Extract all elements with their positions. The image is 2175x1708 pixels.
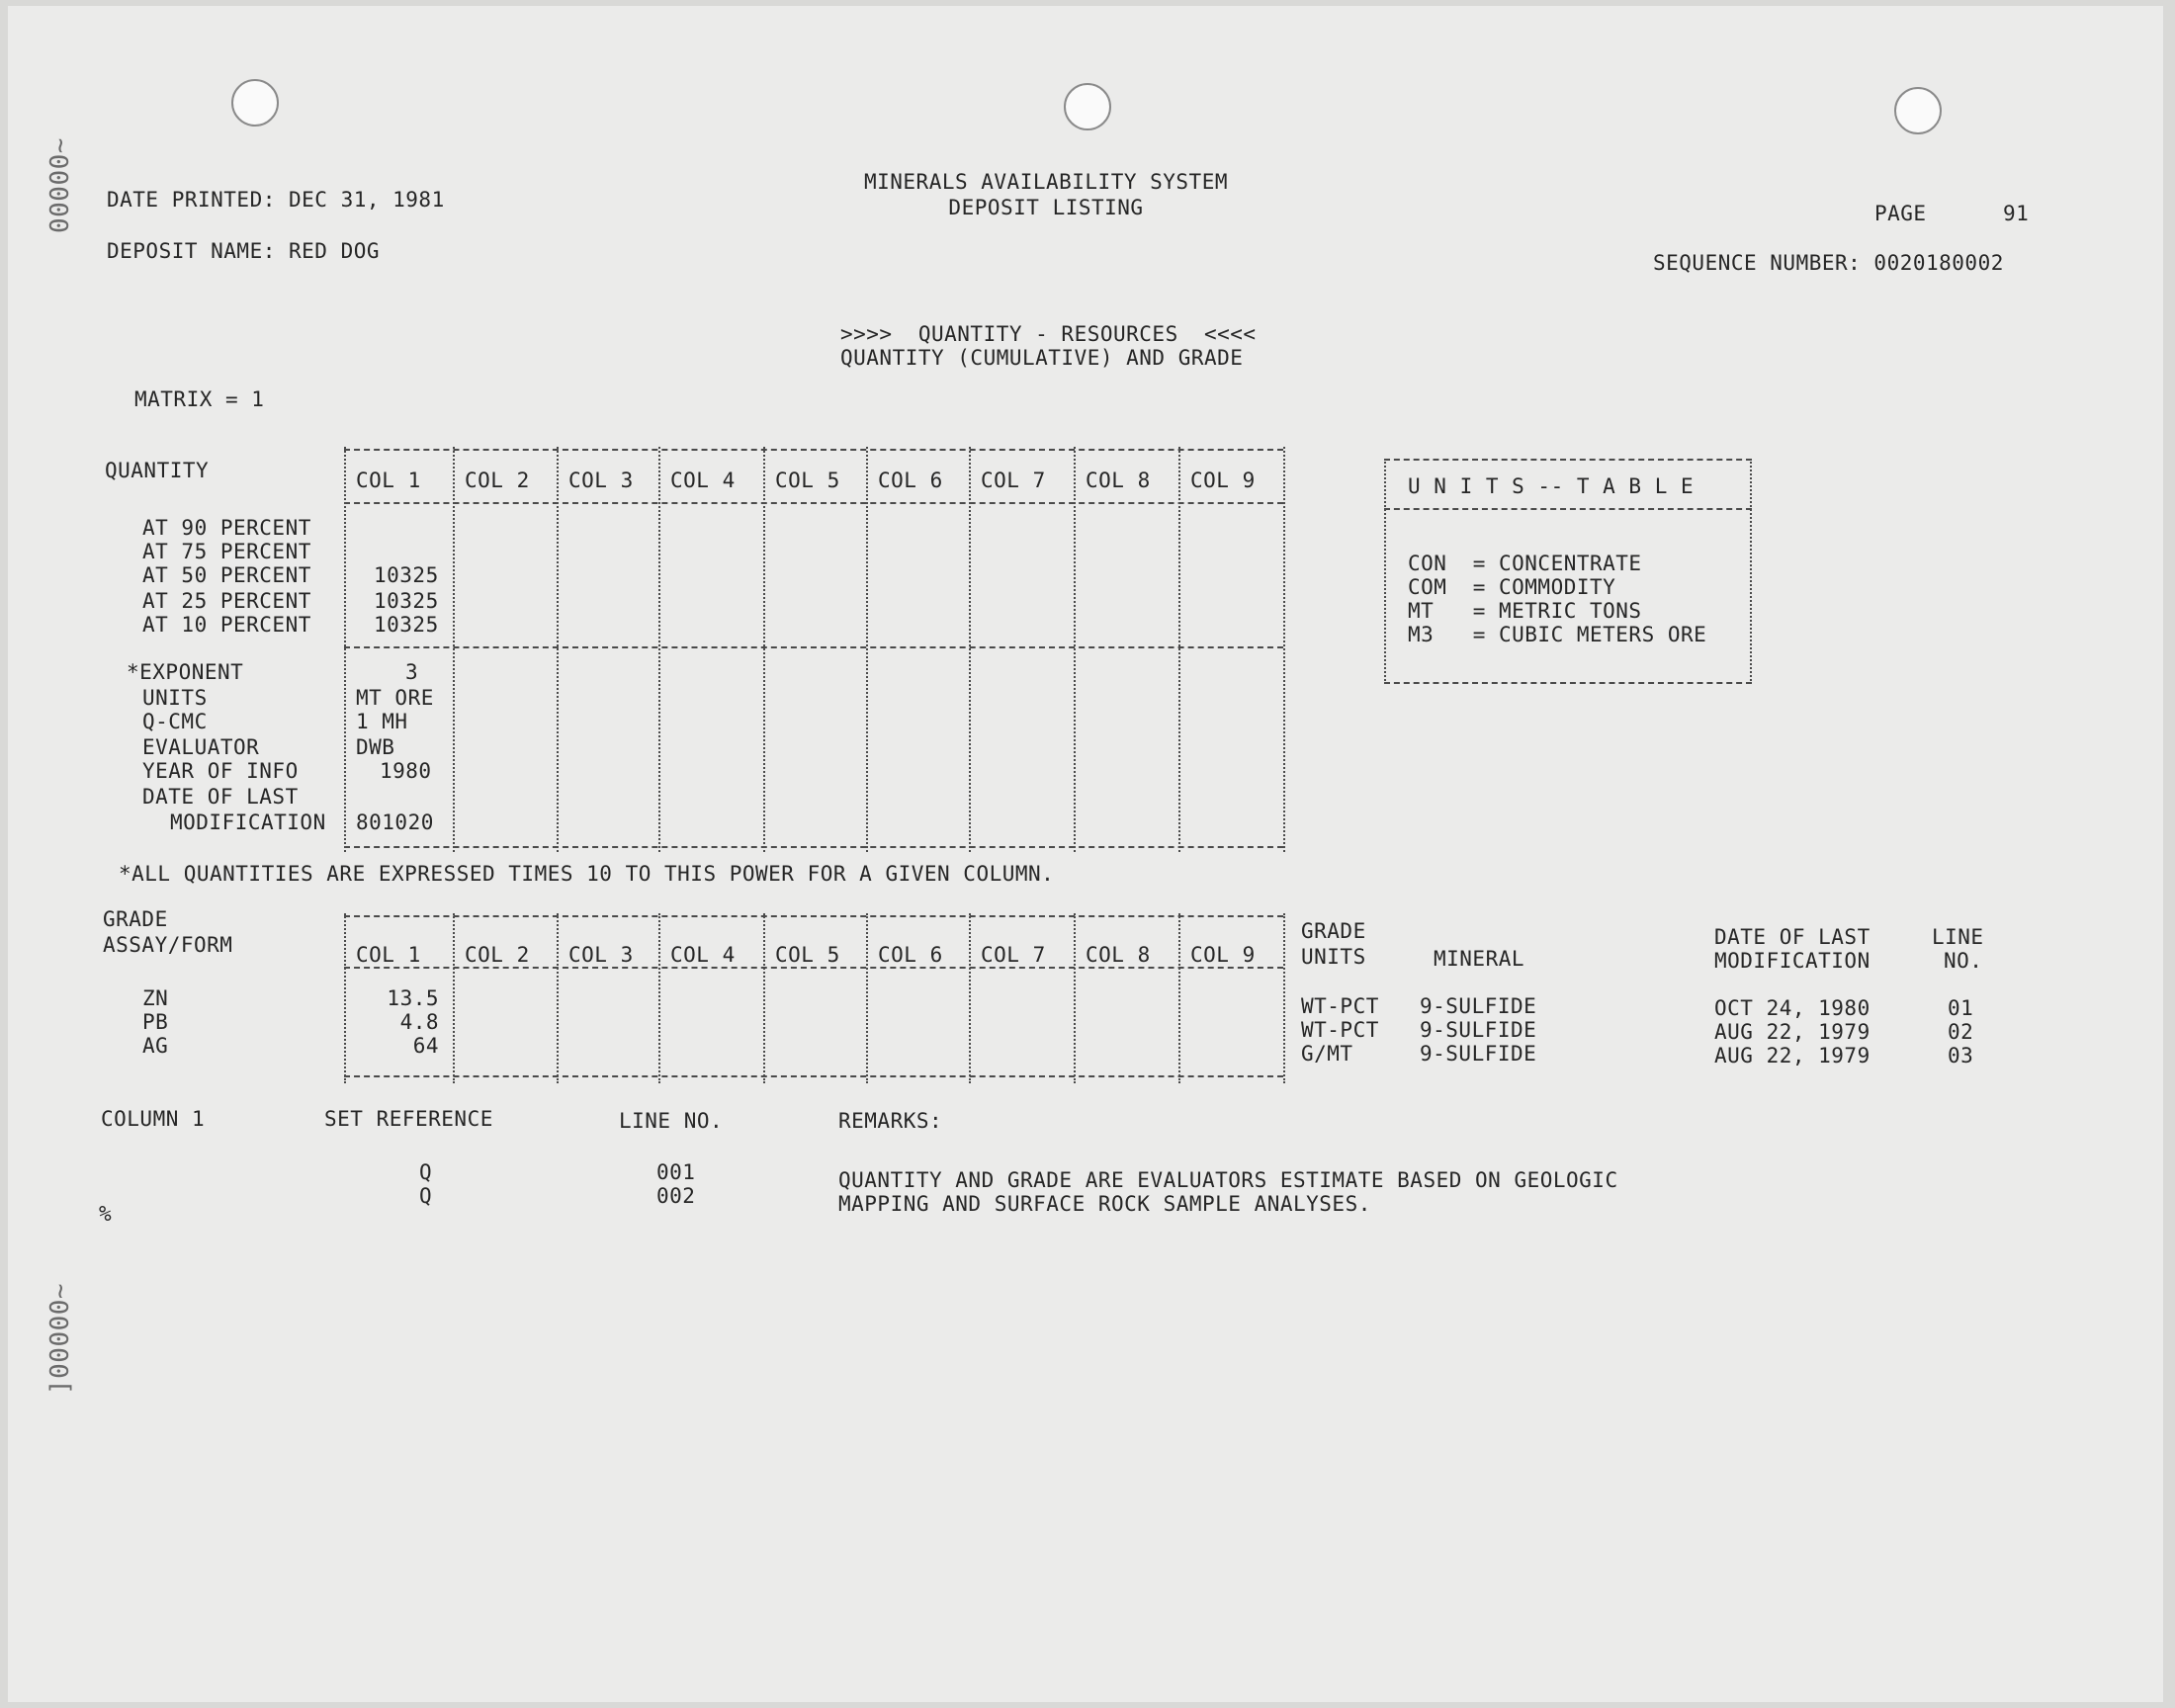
remarks-line-header: LINE NO. [619,1109,724,1133]
listing-title: DEPOSIT LISTING [948,196,1144,219]
quantity-row-col1: 10325 [374,563,439,587]
grade-row-units: WT-PCT [1301,1018,1379,1042]
grade-col-header: COL 8 [1086,943,1151,967]
quantity-col-header: COL 7 [981,469,1046,492]
quantity-grid-col-sep [1178,447,1180,852]
quantity-row-label: AT 25 PERCENT [142,589,311,613]
remarks-column-header: COLUMN 1 [101,1107,206,1131]
remarks-row-text: MAPPING AND SURFACE ROCK SAMPLE ANALYSES. [838,1192,1371,1216]
quantity-col-header: COL 5 [775,469,840,492]
remarks-row-text: QUANTITY AND GRADE ARE EVALUATORS ESTIMATE BASED ON GEOLOGIC [838,1168,1618,1192]
mineral-head: MINERAL [1434,947,1525,971]
grade-row-date: OCT 24, 1980 [1714,996,1870,1020]
grade-row-label: PB [142,1010,169,1034]
page-label: PAGE [1874,202,1927,225]
quantity-attr-label: MODIFICATION [170,811,326,834]
system-title: MINERALS AVAILABILITY SYSTEM [863,170,1228,194]
quantity-grid-col-sep [344,447,346,852]
quantity-grid-rule [344,646,1283,648]
quantity-attr-col1: 3 [405,660,419,684]
quantity-col-header: COL 2 [465,469,530,492]
grade-row-mineral: 9-SULFIDE [1420,1018,1537,1042]
units-entry: MT = METRIC TONS [1408,599,1642,623]
quantity-col-header: COL 9 [1190,469,1256,492]
quantity-row-label: AT 75 PERCENT [142,540,311,563]
quantity-col-header: COL 6 [878,469,943,492]
grade-grid-col-sep [1283,913,1285,1083]
quantity-row-col1: 10325 [374,589,439,613]
grade-grid-col-sep [763,913,765,1083]
quantity-footnote: *ALL QUANTITIES ARE EXPRESSED TIMES 10 TO THIS POWER FOR A GIVEN COLUMN. [119,862,1055,886]
quantity-attr-label: Q-CMC [142,710,208,733]
quantity-row-label: AT 50 PERCENT [142,563,311,587]
sequence-number: SEQUENCE NUMBER: 0020180002 [1653,251,2004,275]
quantity-grid-rule [344,502,1283,504]
grade-grid-col-sep [557,913,559,1083]
quantity-row-label: AT 10 PERCENT [142,613,311,637]
quantity-attr-col1: DWB [356,735,395,759]
grade-row-label: AG [142,1034,169,1058]
quantity-attr-label: UNITS [142,686,208,710]
grade-row-units: WT-PCT [1301,994,1379,1018]
grade-grid-col-sep [969,913,971,1083]
grade-grid-col-sep [1074,913,1076,1083]
deposit-name: DEPOSIT NAME: RED DOG [107,239,381,263]
quantity-attr-col1: 801020 [356,811,434,834]
units-table-right-border [1750,459,1752,684]
grade-col-header: COL 3 [568,943,634,967]
grade-grid-col-sep [658,913,660,1083]
quantity-col-header: COL 3 [568,469,634,492]
quantity-grid-rule [344,846,1283,848]
units-entry: M3 = CUBIC METERS ORE [1408,623,1707,646]
grade-row-col1: 64 [412,1034,439,1058]
quantity-grid-col-sep [763,447,765,852]
quantity-attr-label: *EXPONENT [127,660,244,684]
assay-form-label: ASSAY/FORM [103,933,233,957]
units-table-title: U N I T S -- T A B L E [1408,474,1695,498]
grade-row-line: 03 [1948,1044,1974,1068]
grade-units-head-1: GRADE [1301,919,1366,943]
quantity-grid-col-sep [658,447,660,852]
grade-col-header: COL 2 [465,943,530,967]
grade-units-head-2: UNITS [1301,945,1366,969]
units-table-bottom-rule [1384,682,1752,684]
remarks-row-line: 002 [656,1184,696,1208]
quantity-attr-col1: 1980 [380,759,432,783]
grade-row-mineral: 9-SULFIDE [1420,994,1537,1018]
grade-grid-col-sep [344,913,346,1083]
units-table-title-rule [1384,508,1752,510]
date-last-head-2: MODIFICATION [1714,949,1870,973]
grade-col-header: COL 4 [670,943,736,967]
quantity-grid-col-sep [866,447,868,852]
grade-col-header: COL 7 [981,943,1046,967]
edge-percent: % [99,1202,113,1226]
punch-hole-left [231,79,279,127]
grade-grid-rule [344,1075,1283,1077]
grade-row-mineral: 9-SULFIDE [1420,1042,1537,1066]
edge-mark-top: 00000~ [45,137,75,233]
grade-row-label: ZN [142,986,169,1010]
grade-grid-col-sep [1178,913,1180,1083]
grade-grid-col-sep [866,913,868,1083]
quantity-grid-col-sep [1283,447,1285,852]
units-table-top-rule [1384,459,1752,461]
remarks-row-set: Q [419,1160,433,1184]
punch-hole-right [1894,87,1942,134]
grade-row-col1: 4.8 [399,1010,439,1034]
quantity-col-header: COL 8 [1086,469,1151,492]
grade-grid-rule [344,915,1283,917]
section-subtitle: QUANTITY (CUMULATIVE) AND GRADE [840,346,1244,370]
date-last-head-1: DATE OF LAST [1714,925,1870,949]
quantity-attr-col1: 1 MH [356,710,408,733]
quantity-label: QUANTITY [105,459,210,482]
remarks-header: REMARKS: [838,1109,943,1133]
section-title: >>>> QUANTITY - RESOURCES <<<< [840,322,1257,346]
units-entry: COM = COMMODITY [1408,575,1616,599]
quantity-grid-col-sep [557,447,559,852]
grade-grid-rule [344,967,1283,969]
quantity-grid-rule [344,449,1283,451]
grade-row-col1: 13.5 [387,986,439,1010]
remarks-set-header: SET REFERENCE [324,1107,493,1131]
quantity-col-header: COL 1 [356,469,421,492]
punch-hole-center [1064,83,1111,130]
grade-col-header: COL 1 [356,943,421,967]
date-printed: DATE PRINTED: DEC 31, 1981 [107,188,445,212]
printout-sheet [8,6,2163,1702]
units-table-left-border [1384,459,1386,684]
grade-row-line: 01 [1948,996,1974,1020]
line-no-head-1: LINE [1932,925,1984,949]
quantity-attr-col1: MT ORE [356,686,434,710]
grade-col-header: COL 6 [878,943,943,967]
edge-mark-bottom: ]00000~ [45,1282,75,1395]
quantity-grid-col-sep [453,447,455,852]
remarks-row-line: 001 [656,1160,696,1184]
units-entry: CON = CONCENTRATE [1408,552,1642,575]
quantity-row-label: AT 90 PERCENT [142,516,311,540]
matrix-label: MATRIX = 1 [134,387,265,411]
quantity-attr-label: EVALUATOR [142,735,260,759]
page-number: 91 [2003,202,2030,225]
quantity-attr-label: DATE OF LAST [142,785,299,809]
grade-label: GRADE [103,907,168,931]
line-no-head-2: NO. [1944,949,1983,973]
grade-row-date: AUG 22, 1979 [1714,1044,1870,1068]
grade-row-line: 02 [1948,1020,1974,1044]
grade-row-units: G/MT [1301,1042,1353,1066]
grade-col-header: COL 5 [775,943,840,967]
quantity-col-header: COL 4 [670,469,736,492]
grade-row-date: AUG 22, 1979 [1714,1020,1870,1044]
quantity-grid-col-sep [969,447,971,852]
grade-grid-col-sep [453,913,455,1083]
remarks-row-set: Q [419,1184,433,1208]
grade-col-header: COL 9 [1190,943,1256,967]
quantity-row-col1: 10325 [374,613,439,637]
quantity-attr-label: YEAR OF INFO [142,759,299,783]
quantity-grid-col-sep [1074,447,1076,852]
